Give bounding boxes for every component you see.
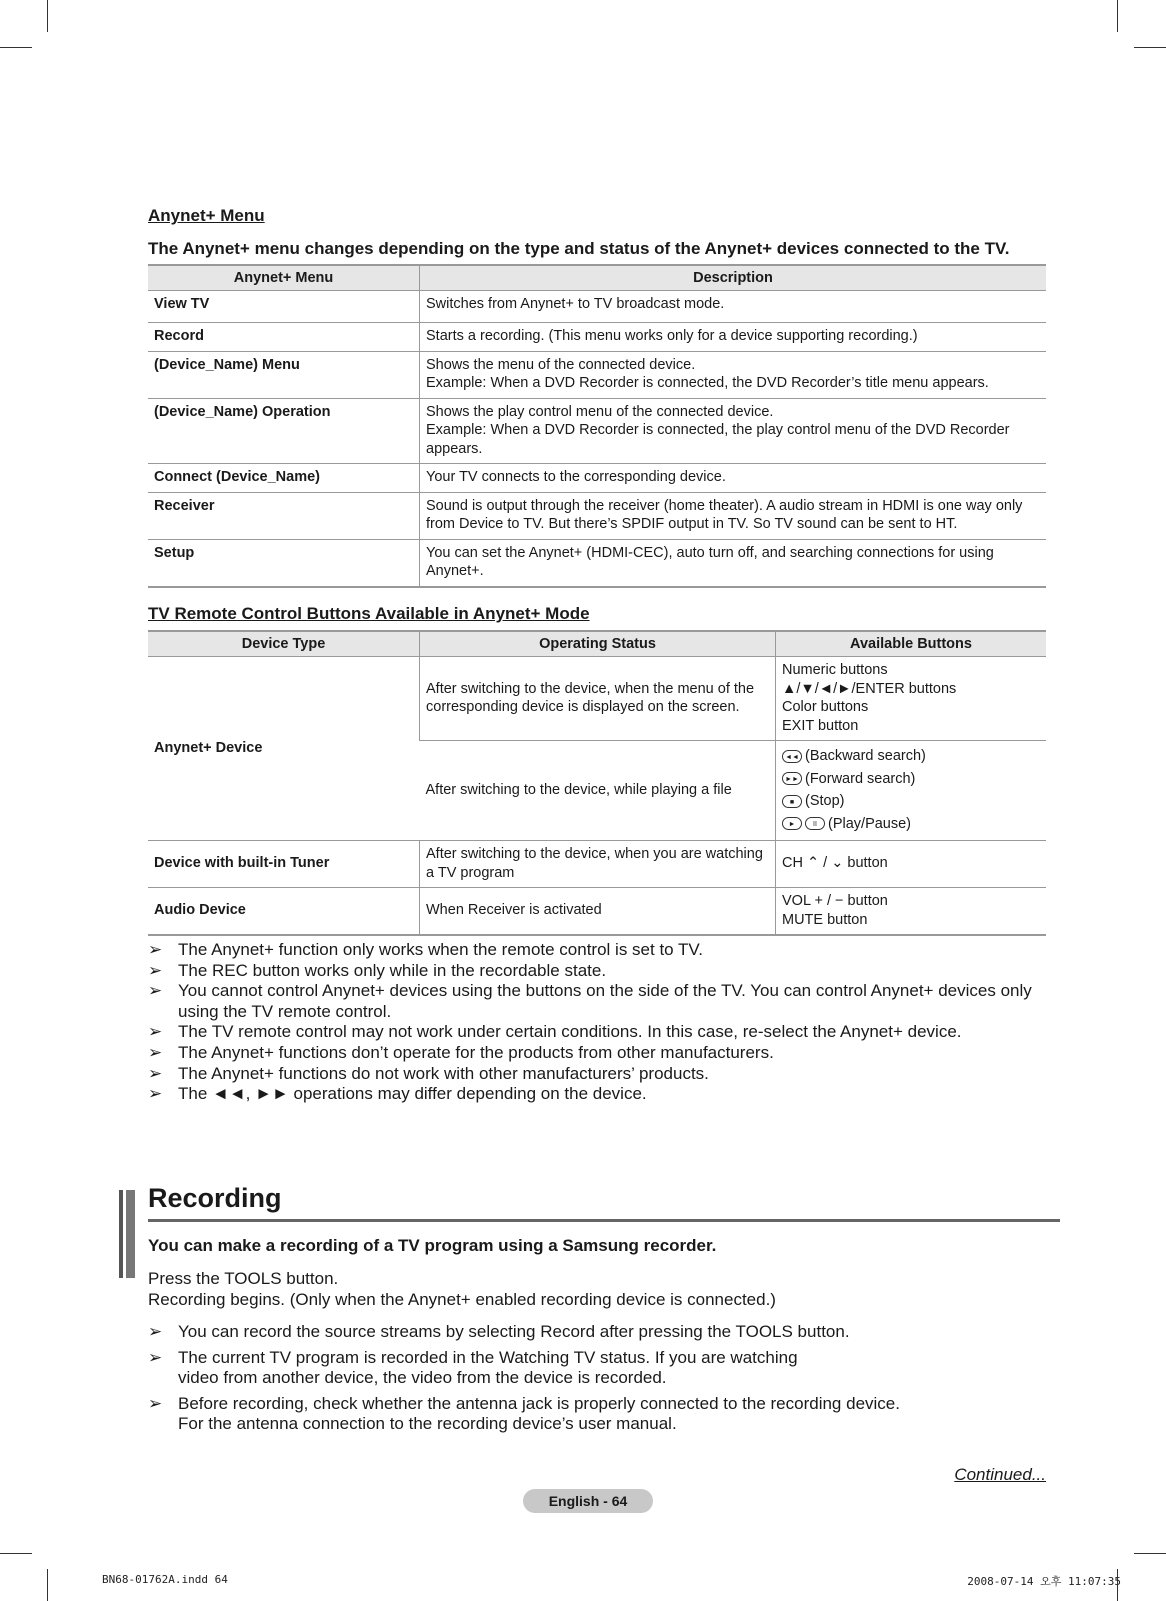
notes-list — [148, 940, 1046, 1105]
device-type: Audio Device — [148, 888, 420, 936]
remote-heading: TV Remote Control Buttons Available in Anynet+ Mode — [148, 604, 590, 623]
column-header: Operating Status — [420, 631, 776, 657]
crop-mark — [1134, 1553, 1166, 1554]
list-item — [148, 1022, 1046, 1043]
menu-name: Receiver — [148, 492, 420, 539]
column-header: Description — [420, 265, 1047, 291]
table-row — [148, 492, 1046, 539]
crop-mark — [1117, 0, 1118, 32]
list-item — [148, 981, 1046, 1022]
arrow-bullet-icon: ➢ — [148, 1042, 163, 1062]
footer-date: 2008-07-14 오후 11:07:35 — [967, 1575, 1121, 1588]
button-line: VOL + / − button — [782, 893, 888, 909]
forward-search-icon: ►► — [782, 772, 802, 785]
menu-name: Connect (Device_Name) — [148, 464, 420, 493]
play-icon: ► — [782, 817, 802, 830]
table-row — [148, 291, 1046, 323]
recording-begins: Recording begins. (Only when the Anynet+ enabled recording device is connected.) — [148, 1290, 776, 1309]
menu-desc: Shows the play control menu of the connected device. Example: When a DVD Recorder is connected, the play control menu of the DVD Recorder appears. — [420, 398, 1047, 464]
footer-file: BN68-01762A.indd 64 — [102, 1573, 228, 1586]
anynet-menu-section — [148, 206, 1046, 588]
operating-status: After switching to the device, when the menu of the corresponding device is displayed on the screen. — [420, 657, 776, 741]
list-item — [148, 1348, 1046, 1389]
table-row — [148, 351, 1046, 398]
note-text: The REC button works only while in the recordable state. — [178, 960, 607, 980]
pause-icon: II — [805, 817, 825, 830]
button-line: (Stop) — [805, 793, 845, 809]
menu-name: (Device_Name) Menu — [148, 351, 420, 398]
menu-name: View TV — [148, 291, 420, 323]
arrow-bullet-icon: ➢ — [148, 1084, 163, 1104]
table-row — [148, 323, 1046, 352]
note-text: The Anynet+ functions don’t operate for the products from other manufacturers. — [178, 1042, 774, 1062]
arrow-bullet-icon: ➢ — [148, 1322, 163, 1341]
button-line: Color buttons — [782, 699, 869, 715]
operating-status: After switching to the device, while playing a file — [420, 741, 776, 841]
available-buttons — [776, 888, 1047, 936]
button-line: EXIT button — [782, 717, 859, 734]
crop-mark — [0, 47, 32, 48]
list-item — [148, 1043, 1046, 1064]
arrow-bullet-icon: ➢ — [148, 1347, 163, 1367]
arrow-bullet-icon: ➢ — [148, 981, 163, 1001]
button-line: (Forward search) — [805, 770, 916, 787]
anynet-menu-table — [148, 264, 1046, 588]
device-type: Anynet+ Device — [148, 657, 420, 841]
recording-title: Recording — [148, 1183, 282, 1213]
available-buttons: CH ⌃ / ⌄ button — [776, 841, 1047, 888]
anynet-menu-heading: Anynet+ Menu — [148, 206, 265, 225]
menu-desc: Switches from Anynet+ to TV broadcast mode. — [420, 291, 1047, 323]
stop-icon: ■ — [782, 795, 802, 808]
list-item — [148, 1394, 1046, 1435]
column-header: Available Buttons — [776, 631, 1047, 657]
arrow-bullet-icon: ➢ — [148, 1063, 163, 1083]
note-text: The TV remote control may not work under certain conditions. In this case, re-select the Anynet+ device. — [178, 1022, 962, 1042]
note-text: The Anynet+ function only works when the remote control is set to TV. — [178, 940, 703, 959]
button-line: ▲/▼/◄/►/ENTER buttons — [782, 680, 957, 697]
recording-body — [148, 1268, 1046, 1310]
crop-mark — [47, 0, 48, 32]
list-item — [148, 1084, 1046, 1105]
table-row — [148, 464, 1046, 493]
note-text: The current TV program is recorded in the Watching TV status. If you are watching video from another device, the video from the device is recorded. — [178, 1347, 798, 1388]
recording-section — [148, 1183, 1046, 1435]
button-line: (Play/Pause) — [828, 815, 912, 832]
column-header: Anynet+ Menu — [148, 265, 420, 291]
crop-mark — [1134, 47, 1166, 48]
menu-name: Setup — [148, 539, 420, 587]
arrow-bullet-icon: ➢ — [148, 1022, 163, 1042]
button-line: MUTE button — [782, 911, 868, 928]
menu-desc: Sound is output through the receiver (home theater). A audio stream in HDMI is one way only from Device to TV. But there’s SPDIF output in TV. So TV sound can be sent to HT. — [420, 492, 1047, 539]
available-buttons — [776, 657, 1047, 741]
menu-desc: Starts a recording. (This menu works only for a device supporting recording.) — [420, 323, 1047, 352]
list-item — [148, 1322, 1046, 1343]
operating-status: When Receiver is activated — [420, 888, 776, 936]
note-text: Before recording, check whether the antenna jack is properly connected to the recording device. For the antenna connection to the recording device’s user manual. — [178, 1393, 900, 1434]
recording-press: Press the TOOLS button. — [148, 1269, 339, 1288]
section-bar — [119, 1190, 123, 1278]
notes-section — [148, 940, 1046, 1105]
device-type: Device with built-in Tuner — [148, 841, 420, 888]
menu-name: (Device_Name) Operation — [148, 398, 420, 464]
table-row — [148, 841, 1046, 888]
recording-notes — [148, 1322, 1046, 1435]
table-row — [148, 888, 1046, 936]
table-row — [148, 398, 1046, 464]
table-row — [148, 539, 1046, 587]
section-bar — [126, 1190, 135, 1278]
menu-name: Record — [148, 323, 420, 352]
note-text: The ◄◄, ►► operations may differ depending on the device. — [178, 1084, 647, 1104]
note-text: You can record the source streams by selecting Record after pressing the TOOLS button. — [178, 1322, 850, 1341]
backward-search-icon: ◄◄ — [782, 750, 802, 763]
crop-mark — [47, 1569, 48, 1601]
anynet-menu-lead: The Anynet+ menu changes depending on the type and status of the Anynet+ devices connected to the TV. — [148, 239, 1010, 258]
available-buttons — [776, 741, 1047, 841]
page-number: English - 64 — [523, 1489, 653, 1513]
continued-link[interactable]: Continued... — [954, 1465, 1046, 1484]
arrow-bullet-icon: ➢ — [148, 1393, 163, 1413]
table-row — [148, 657, 1046, 741]
note-text: You cannot control Anynet+ devices using the buttons on the side of the TV. You can control Anynet+ devices only using the TV remote control. — [178, 981, 1032, 1021]
arrow-bullet-icon: ➢ — [148, 960, 163, 980]
button-line: Numeric buttons — [782, 662, 888, 678]
crop-mark — [0, 1553, 32, 1554]
list-item — [148, 940, 1046, 961]
list-item — [148, 961, 1046, 982]
note-text: The Anynet+ functions do not work with other manufacturers’ products. — [178, 1063, 709, 1083]
operating-status: After switching to the device, when you are watching a TV program — [420, 841, 776, 888]
remote-section — [148, 604, 1046, 936]
recording-lead: You can make a recording of a TV program using a Samsung recorder. — [148, 1236, 717, 1255]
remote-table — [148, 630, 1046, 936]
arrow-bullet-icon: ➢ — [148, 940, 163, 959]
menu-desc: Your TV connects to the corresponding device. — [420, 464, 1047, 493]
list-item — [148, 1064, 1046, 1085]
column-header: Device Type — [148, 631, 420, 657]
menu-desc: You can set the Anynet+ (HDMI-CEC), auto turn off, and searching connections for using Anynet+. — [420, 539, 1047, 587]
menu-desc: Shows the menu of the connected device. Example: When a DVD Recorder is connected, the DVD Recorder’s title menu appears. — [420, 351, 1047, 398]
button-line: (Backward search) — [805, 748, 926, 764]
